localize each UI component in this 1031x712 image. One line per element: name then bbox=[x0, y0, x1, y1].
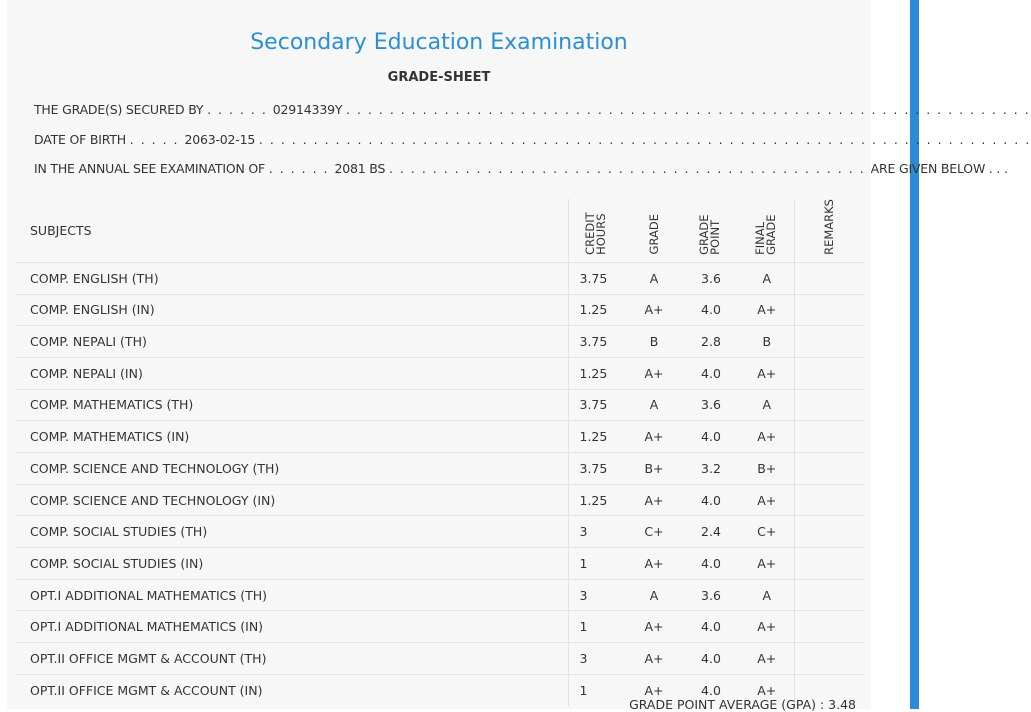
subject-cell: COMP. ENGLISH (IN) bbox=[16, 294, 568, 326]
remarks-cell bbox=[794, 389, 864, 421]
given-below-text: ARE GIVEN BELOW . . . bbox=[870, 161, 1008, 176]
subject-cell: COMP. ENGLISH (TH) bbox=[16, 262, 568, 294]
header-grade bbox=[626, 199, 682, 262]
exam-year: 2081 BS bbox=[334, 161, 386, 176]
grades-table-wrap bbox=[16, 199, 864, 706]
table-row bbox=[16, 516, 864, 548]
final-grade-cell: A bbox=[740, 262, 794, 294]
table-row bbox=[16, 548, 864, 580]
subject-cell: COMP. NEPALI (IN) bbox=[16, 357, 568, 389]
credit-hours-cell: 3.75 bbox=[568, 389, 626, 421]
credit-hours-cell: 1.25 bbox=[568, 421, 626, 453]
secured-by-label: THE GRADE(S) SECURED BY bbox=[34, 102, 204, 117]
dot-leader: . . . . . . bbox=[207, 102, 273, 117]
remarks-cell bbox=[794, 294, 864, 326]
remarks-cell bbox=[794, 548, 864, 580]
credit-hours-cell: 1.25 bbox=[568, 294, 626, 326]
remarks-cell bbox=[794, 516, 864, 548]
subject-cell: COMP. MATHEMATICS (TH) bbox=[16, 389, 568, 421]
grade-cell: A+ bbox=[626, 674, 682, 705]
grade-point-cell: 4.0 bbox=[682, 357, 740, 389]
grades-table-body bbox=[16, 262, 864, 705]
remarks-cell bbox=[794, 421, 864, 453]
credit-hours-cell: 3.75 bbox=[568, 262, 626, 294]
page-subtitle: GRADE-SHEET bbox=[387, 70, 491, 85]
header-grade-label: GRADE bbox=[646, 214, 661, 255]
subject-cell: COMP. MATHEMATICS (IN) bbox=[16, 421, 568, 453]
final-grade-cell: A+ bbox=[740, 548, 794, 580]
credit-hours-cell: 1 bbox=[568, 674, 626, 705]
grade-cell: A+ bbox=[626, 294, 682, 326]
remarks-cell bbox=[794, 453, 864, 485]
table-header-row bbox=[16, 199, 864, 262]
final-grade-cell: A+ bbox=[740, 421, 794, 453]
exam-label: IN THE ANNUAL SEE EXAMINATION OF bbox=[34, 161, 266, 176]
final-grade-cell: A bbox=[740, 579, 794, 611]
subject-cell: OPT.II OFFICE MGMT & ACCOUNT (TH) bbox=[16, 643, 568, 675]
grades-table bbox=[16, 199, 864, 706]
table-row bbox=[16, 611, 864, 643]
remarks-cell bbox=[794, 484, 864, 516]
grade-point-cell: 4.0 bbox=[682, 643, 740, 675]
page-margin-left bbox=[0, 0, 7, 709]
dot-leader: . . . . . . . . . . . . . . . . . . . . . . . . . . . . . . . . . . . . . . . . . . . . . . . . . . . . . . . . . . . . . . . . . . . . . . . bbox=[258, 132, 1031, 147]
final-grade-cell: A+ bbox=[740, 643, 794, 675]
subject-cell: COMP. SCIENCE AND TECHNOLOGY (TH) bbox=[16, 453, 568, 485]
grade-cell: A+ bbox=[626, 611, 682, 643]
header-subjects: SUBJECTS bbox=[30, 222, 92, 238]
table-row bbox=[16, 262, 864, 294]
table-row bbox=[16, 643, 864, 675]
secured-by-line bbox=[34, 102, 1030, 117]
remarks-cell bbox=[794, 262, 864, 294]
final-grade-cell: C+ bbox=[740, 516, 794, 548]
grade-cell: A+ bbox=[626, 357, 682, 389]
dot-leader: . . . . . . bbox=[268, 161, 335, 176]
grade-cell: B bbox=[626, 326, 682, 358]
dot-leader: . . . . . . . . . . . . . . . . . . . . . . . . . . . . . . . . . . . . . . . . . . . . . . . . . . . . . . . . . . . . . . . bbox=[346, 102, 1031, 117]
credit-hours-cell: 3 bbox=[568, 579, 626, 611]
gpa-summary: GRADE POINT AVERAGE (GPA) : 3.48 bbox=[629, 697, 856, 712]
subject-cell: COMP. NEPALI (TH) bbox=[16, 326, 568, 358]
grade-cell: A bbox=[626, 389, 682, 421]
subject-cell: OPT.I ADDITIONAL MATHEMATICS (TH) bbox=[16, 579, 568, 611]
credit-hours-cell: 3 bbox=[568, 643, 626, 675]
remarks-cell bbox=[794, 611, 864, 643]
subject-cell: COMP. SOCIAL STUDIES (TH) bbox=[16, 516, 568, 548]
grade-point-cell: 3.2 bbox=[682, 453, 740, 485]
table-row bbox=[16, 326, 864, 358]
table-row bbox=[16, 357, 864, 389]
credit-hours-cell: 3.75 bbox=[568, 453, 626, 485]
subject-cell: OPT.II OFFICE MGMT & ACCOUNT (IN) bbox=[16, 674, 568, 705]
grade-point-cell: 4.0 bbox=[682, 674, 740, 705]
dot-leader: . . . . . bbox=[129, 132, 185, 147]
remarks-cell bbox=[794, 357, 864, 389]
final-grade-cell: A+ bbox=[740, 484, 794, 516]
grade-cell: A+ bbox=[626, 548, 682, 580]
subject-cell: COMP. SCIENCE AND TECHNOLOGY (IN) bbox=[16, 484, 568, 516]
credit-hours-cell: 1.25 bbox=[568, 357, 626, 389]
grade-point-cell: 4.0 bbox=[682, 421, 740, 453]
remarks-cell bbox=[794, 326, 864, 358]
grade-point-cell: 3.6 bbox=[682, 262, 740, 294]
grade-cell: A bbox=[626, 579, 682, 611]
table-row bbox=[16, 421, 864, 453]
symbol-number: 02914339Y bbox=[272, 102, 343, 117]
header-remarks bbox=[794, 199, 864, 262]
credit-hours-cell: 3 bbox=[568, 516, 626, 548]
grade-point-cell: 4.0 bbox=[682, 484, 740, 516]
subject-cell: OPT.I ADDITIONAL MATHEMATICS (IN) bbox=[16, 611, 568, 643]
grade-point-cell: 4.0 bbox=[682, 294, 740, 326]
grade-cell: B+ bbox=[626, 453, 682, 485]
dob-value: 2063-02-15 bbox=[184, 132, 256, 147]
grade-cell: A+ bbox=[626, 421, 682, 453]
header-grade-point bbox=[682, 199, 740, 262]
remarks-cell bbox=[794, 579, 864, 611]
final-grade-cell: B bbox=[740, 326, 794, 358]
final-grade-cell: A+ bbox=[740, 611, 794, 643]
grade-point-cell: 4.0 bbox=[682, 611, 740, 643]
table-row bbox=[16, 389, 864, 421]
remarks-cell bbox=[794, 643, 864, 675]
dob-line bbox=[34, 132, 1031, 147]
table-row bbox=[16, 453, 864, 485]
grade-point-cell: 4.0 bbox=[682, 548, 740, 580]
final-grade-cell: A+ bbox=[740, 294, 794, 326]
header-final-grade-label: FINAL GRADE bbox=[752, 214, 778, 255]
credit-hours-cell: 1 bbox=[568, 548, 626, 580]
credit-hours-cell: 1 bbox=[568, 611, 626, 643]
grade-cell: A+ bbox=[626, 484, 682, 516]
header-credit-hours-label: CREDIT HOURS bbox=[583, 212, 609, 255]
grade-cell: A bbox=[626, 262, 682, 294]
grade-point-cell: 3.6 bbox=[682, 389, 740, 421]
grade-cell: A+ bbox=[626, 643, 682, 675]
table-row bbox=[16, 484, 864, 516]
exam-line bbox=[34, 161, 1008, 176]
page-title: Secondary Education Examination bbox=[250, 30, 628, 55]
header-credit-hours bbox=[568, 199, 626, 262]
subject-cell: COMP. SOCIAL STUDIES (IN) bbox=[16, 548, 568, 580]
grade-point-cell: 3.6 bbox=[682, 579, 740, 611]
final-grade-cell: A bbox=[740, 389, 794, 421]
credit-hours-cell: 1.25 bbox=[568, 484, 626, 516]
final-grade-cell: A+ bbox=[740, 357, 794, 389]
final-grade-cell: A+ bbox=[740, 674, 794, 705]
final-grade-cell: B+ bbox=[740, 453, 794, 485]
header-final-grade bbox=[740, 199, 794, 262]
dob-label: DATE OF BIRTH bbox=[34, 132, 126, 147]
header-remarks-label: REMARKS bbox=[821, 199, 836, 255]
grade-cell: C+ bbox=[626, 516, 682, 548]
dot-leader: . . . . . . . . . . . . . . . . . . . . . . . . . . . . . . . . . . . . . . . . . . . . bbox=[388, 161, 871, 176]
grade-point-cell: 2.4 bbox=[682, 516, 740, 548]
credit-hours-cell: 3.75 bbox=[568, 326, 626, 358]
grade-point-cell: 2.8 bbox=[682, 326, 740, 358]
header-grade-point-label: GRADE POINT bbox=[697, 214, 722, 255]
table-row bbox=[16, 579, 864, 611]
table-row bbox=[16, 294, 864, 326]
